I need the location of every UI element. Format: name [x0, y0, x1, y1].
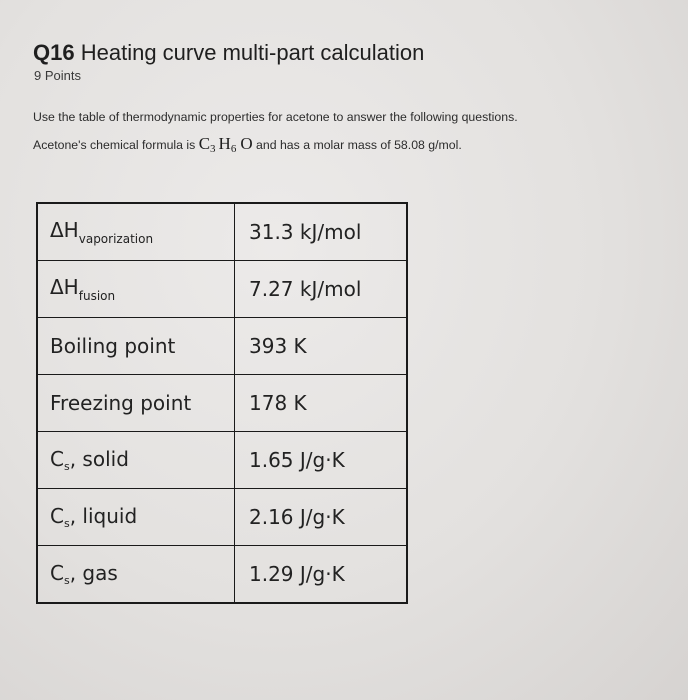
question-number: Q16: [33, 40, 75, 65]
table-row: [37, 432, 407, 489]
value-cell: 7.27 kJ/mol: [235, 261, 408, 318]
table-row: [37, 318, 407, 375]
formula-c-count: 3: [210, 143, 216, 155]
table-row: [37, 375, 407, 432]
value-cell: 2.16 J/g·K: [235, 489, 408, 546]
label-cell: [37, 261, 235, 318]
formula-o: O: [240, 134, 253, 153]
delta-h-symbol: ΔH: [50, 218, 79, 242]
value-cell: 1.29 J/g·K: [235, 546, 408, 604]
label-cell: [37, 203, 235, 261]
chemical-formula: [199, 134, 253, 153]
table-row: [37, 203, 407, 261]
question-title: [33, 40, 424, 66]
formula-c: C: [198, 134, 211, 153]
label-cell: [37, 546, 235, 604]
instructions-line-2-end: and has a molar mass of 58.08 g/mol.: [256, 138, 462, 152]
properties-table: [36, 202, 408, 604]
value-cell: 31.3 kJ/mol: [235, 203, 408, 261]
heat-capacity-subscript: s: [63, 574, 70, 587]
delta-h-symbol: ΔH: [50, 275, 79, 299]
value-cell: 393 K: [235, 318, 408, 375]
fusion-subscript: fusion: [78, 289, 116, 303]
question-title-text: Heating curve multi-part calculation: [80, 40, 425, 65]
instructions-line-2-start: Acetone's chemical formula is: [33, 138, 196, 152]
vaporization-subscript: vaporization: [78, 232, 154, 246]
label-cell: Freezing point: [37, 375, 235, 432]
instructions-line-2: [33, 134, 462, 155]
label-cell: [37, 489, 235, 546]
table-row: [37, 489, 407, 546]
heat-capacity-symbol: C: [50, 504, 64, 528]
table-row: [37, 546, 407, 604]
heat-capacity-subscript: s: [63, 517, 70, 530]
table-row: [37, 261, 407, 318]
phase-label: , gas: [69, 561, 118, 585]
points-label: 9 Points: [34, 68, 81, 83]
heat-capacity-subscript: s: [63, 460, 70, 473]
heat-capacity-symbol: C: [50, 447, 64, 471]
label-cell: Boiling point: [37, 318, 235, 375]
value-cell: 1.65 J/g·K: [235, 432, 408, 489]
value-cell: 178 K: [235, 375, 408, 432]
phase-label: , solid: [69, 447, 129, 471]
label-cell: [37, 432, 235, 489]
heat-capacity-symbol: C: [50, 561, 64, 585]
phase-label: , liquid: [69, 504, 138, 528]
formula-h: H: [218, 134, 231, 153]
formula-h-count: 6: [230, 143, 237, 155]
instructions-line-1: Use the table of thermodynamic properties for acetone to answer the following questions.: [33, 110, 518, 124]
